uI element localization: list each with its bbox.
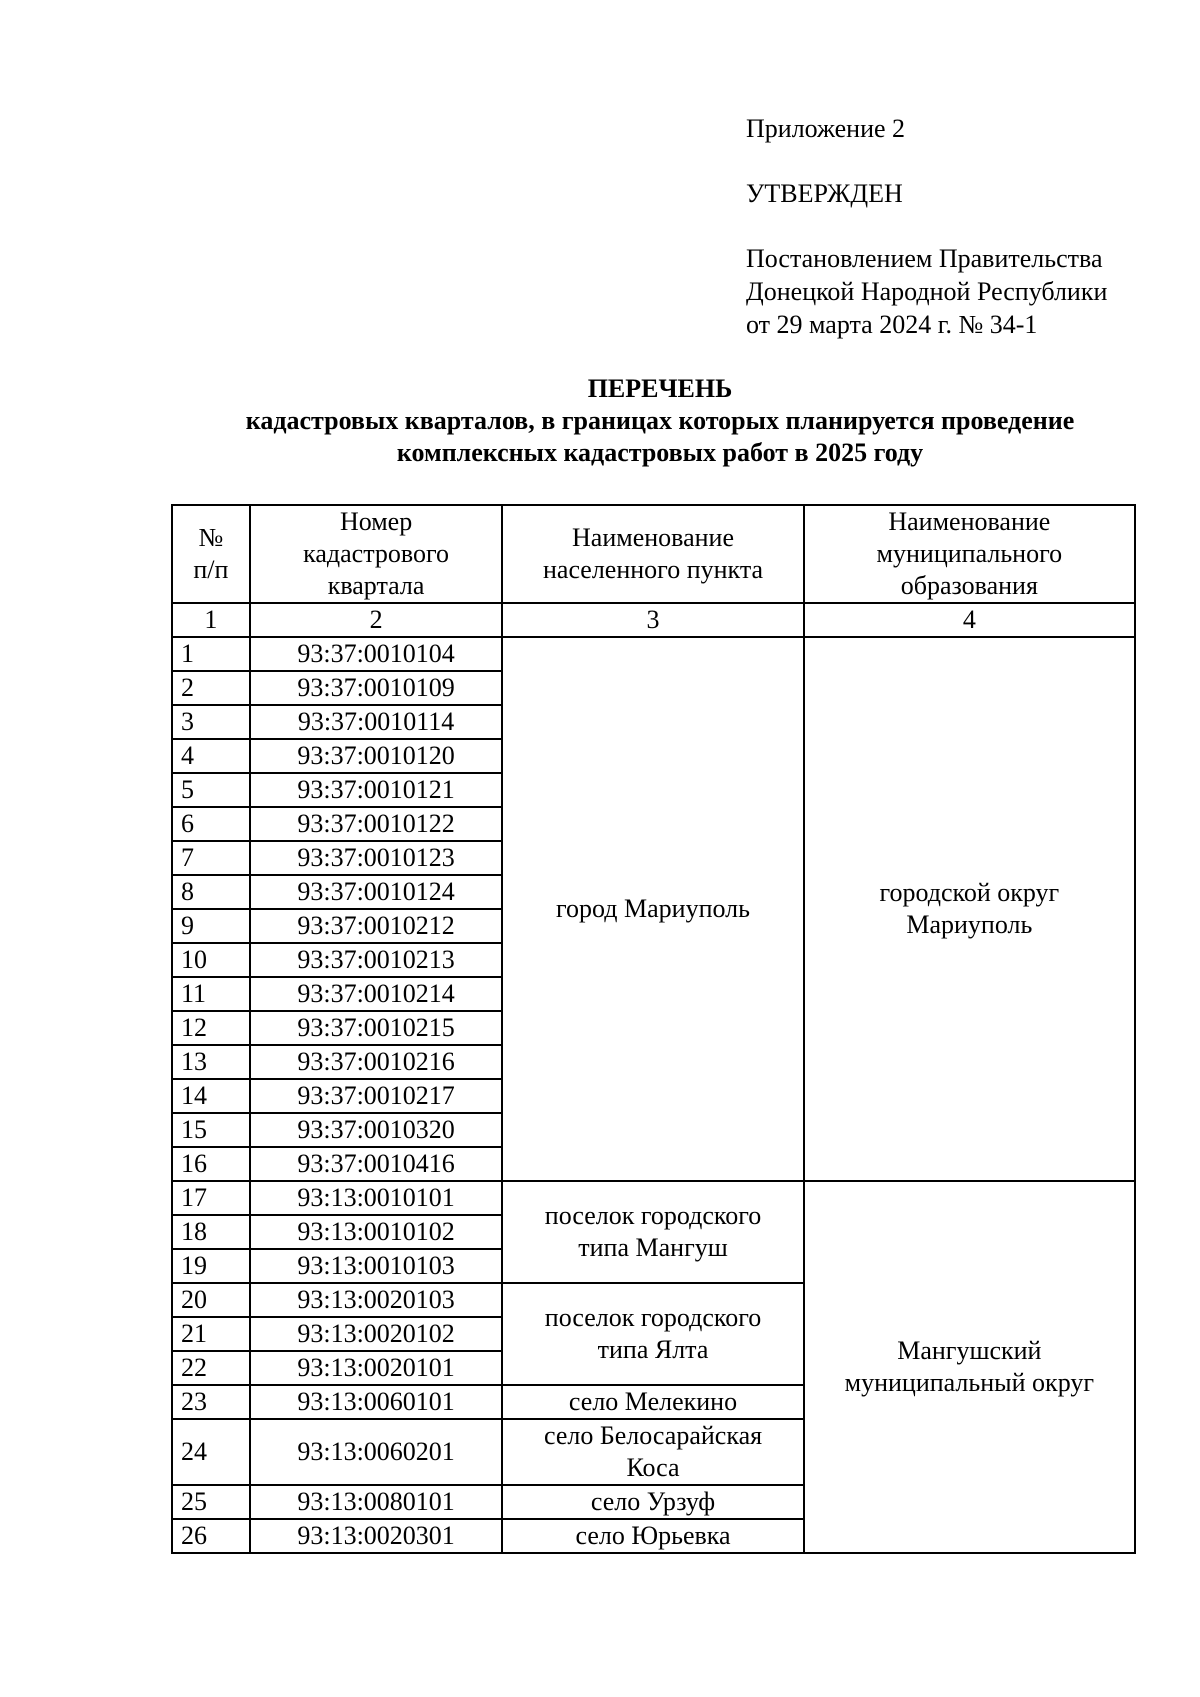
row-number: 16 <box>172 1147 250 1181</box>
row-number: 11 <box>172 977 250 1011</box>
cadastral-number: 93:13:0020301 <box>250 1519 503 1553</box>
cadastral-number: 93:13:0010101 <box>250 1181 503 1215</box>
row-number: 2 <box>172 671 250 705</box>
cadastral-quarters-table <box>171 504 1136 1554</box>
cadastral-number: 93:37:0010215 <box>250 1011 503 1045</box>
header-col-cadastral: Номер кадастрового квартала <box>250 505 503 603</box>
cadastral-number: 93:37:0010104 <box>250 637 503 671</box>
row-number: 18 <box>172 1215 250 1249</box>
table-row <box>172 637 1135 671</box>
cadastral-number: 93:37:0010114 <box>250 705 503 739</box>
municipality-mangush: Мангушский муниципальный округ <box>804 1181 1135 1553</box>
settlement-yuryevka: село Юрьевка <box>502 1519 803 1553</box>
row-number: 21 <box>172 1317 250 1351</box>
row-number: 12 <box>172 1011 250 1045</box>
cadastral-number: 93:37:0010120 <box>250 739 503 773</box>
row-number: 8 <box>172 875 250 909</box>
header-col-municipality: Наименование муниципального образования <box>804 505 1135 603</box>
cadastral-number: 93:13:0020103 <box>250 1283 503 1317</box>
row-number: 7 <box>172 841 250 875</box>
header-col-number: № п/п <box>172 505 250 603</box>
cadastral-number: 93:37:0010217 <box>250 1079 503 1113</box>
settlement-mangush: поселок городского типа Мангуш <box>502 1181 803 1283</box>
row-number: 17 <box>172 1181 250 1215</box>
row-number: 24 <box>172 1419 250 1485</box>
header-col-settlement: Наименование населенного пункта <box>502 505 803 603</box>
cadastral-number: 93:13:0060101 <box>250 1385 503 1419</box>
document-title <box>130 373 1190 469</box>
cadastral-number: 93:37:0010212 <box>250 909 503 943</box>
row-number: 20 <box>172 1283 250 1317</box>
cadastral-number: 93:13:0020101 <box>250 1351 503 1385</box>
row-number: 26 <box>172 1519 250 1553</box>
cadastral-number: 93:13:0020102 <box>250 1317 503 1351</box>
settlement-urzuf: село Урзуф <box>502 1485 803 1519</box>
municipality-mariupol: городской округ Мариуполь <box>804 637 1135 1181</box>
row-number: 15 <box>172 1113 250 1147</box>
table-header-row <box>172 505 1135 603</box>
column-number-1: 1 <box>172 603 250 637</box>
settlement-melekino: село Мелекино <box>502 1385 803 1419</box>
row-number: 1 <box>172 637 250 671</box>
cadastral-number: 93:37:0010320 <box>250 1113 503 1147</box>
column-number-3: 3 <box>502 603 803 637</box>
approval-header <box>746 112 1166 341</box>
resolution-line-3: от 29 марта 2024 г. № 34-1 <box>746 310 1038 339</box>
row-number: 4 <box>172 739 250 773</box>
row-number: 6 <box>172 807 250 841</box>
table-row <box>172 1181 1135 1215</box>
resolution-line-2: Донецкой Народной Республики <box>746 277 1108 306</box>
column-number-2: 2 <box>250 603 503 637</box>
row-number: 25 <box>172 1485 250 1519</box>
settlement-mariupol: город Мариуполь <box>502 637 803 1181</box>
appendix-label: Приложение 2 <box>746 114 906 143</box>
title-line-3: комплексных кадастровых работ в 2025 году <box>396 438 924 467</box>
cadastral-number: 93:13:0010103 <box>250 1249 503 1283</box>
row-number: 23 <box>172 1385 250 1419</box>
resolution-line-1: Постановлением Правительства <box>746 244 1103 273</box>
column-numbers-row <box>172 603 1135 637</box>
cadastral-number: 93:13:0060201 <box>250 1419 503 1485</box>
row-number: 19 <box>172 1249 250 1283</box>
settlement-belosarayskaya: село Белосарайская Коса <box>502 1419 803 1485</box>
row-number: 22 <box>172 1351 250 1385</box>
settlement-yalta: поселок городского типа Ялта <box>502 1283 803 1385</box>
cadastral-number: 93:37:0010214 <box>250 977 503 1011</box>
cadastral-number: 93:13:0010102 <box>250 1215 503 1249</box>
cadastral-number: 93:13:0080101 <box>250 1485 503 1519</box>
row-number: 14 <box>172 1079 250 1113</box>
column-number-4: 4 <box>804 603 1135 637</box>
row-number: 9 <box>172 909 250 943</box>
cadastral-number: 93:37:0010123 <box>250 841 503 875</box>
row-number: 10 <box>172 943 250 977</box>
cadastral-number: 93:37:0010124 <box>250 875 503 909</box>
cadastral-number: 93:37:0010109 <box>250 671 503 705</box>
approved-label: УТВЕРЖДЕН <box>746 179 903 208</box>
cadastral-number: 93:37:0010121 <box>250 773 503 807</box>
cadastral-number: 93:37:0010416 <box>250 1147 503 1181</box>
title-line-2: кадастровых кварталов, в границах которых планируется проведение <box>245 406 1075 435</box>
cadastral-number: 93:37:0010216 <box>250 1045 503 1079</box>
row-number: 5 <box>172 773 250 807</box>
cadastral-number: 93:37:0010213 <box>250 943 503 977</box>
row-number: 3 <box>172 705 250 739</box>
cadastral-number: 93:37:0010122 <box>250 807 503 841</box>
row-number: 13 <box>172 1045 250 1079</box>
title-line-1: ПЕРЕЧЕНЬ <box>587 374 733 403</box>
